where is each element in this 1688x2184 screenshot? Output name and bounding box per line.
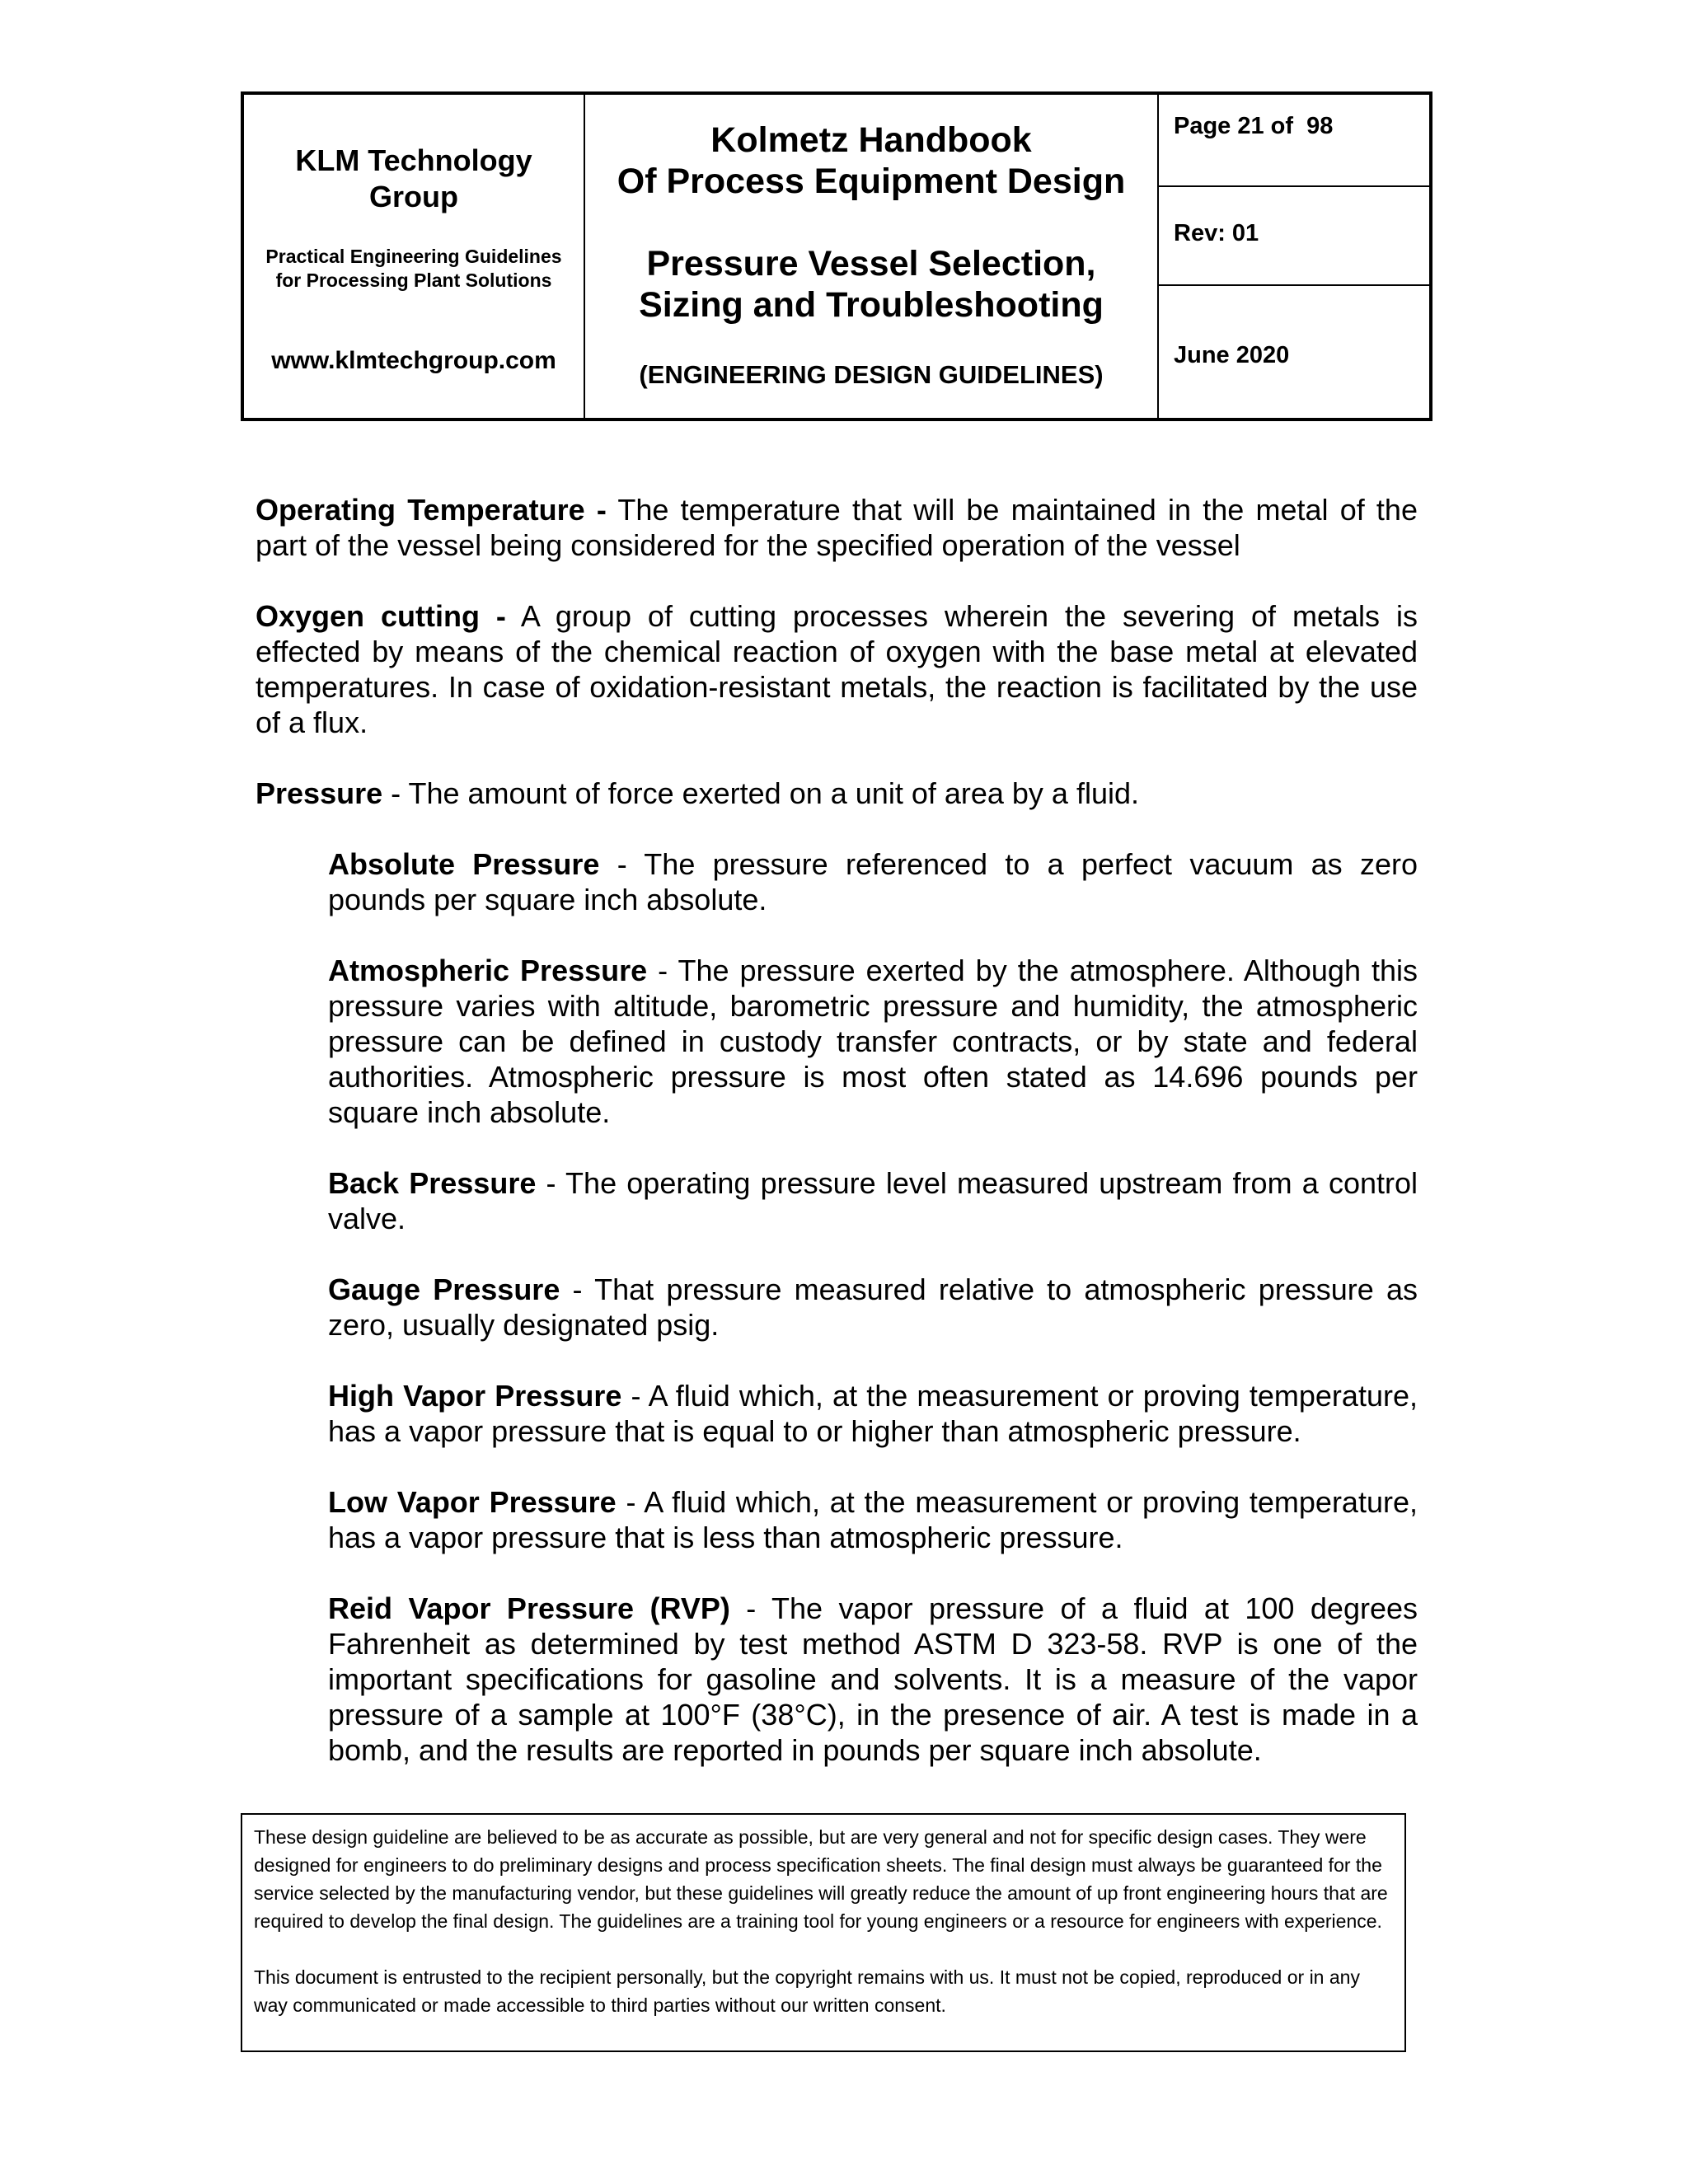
definition-term: Pressure	[256, 776, 383, 810]
guidelines-label: (ENGINEERING DESIGN GUIDELINES)	[639, 360, 1104, 389]
definition-term: Back Pressure	[328, 1166, 537, 1200]
definition-entry	[328, 846, 1418, 917]
definition-term: Gauge Pressure	[328, 1272, 560, 1306]
handbook-title-line1: Kolmetz Handbook	[710, 120, 1032, 160]
definition-text: - A fluid which, at the measurement or proving temperature, has a vapor pressure that is less than atmospheric pressure.	[328, 1485, 1418, 1554]
header-meta-cell	[1159, 95, 1429, 418]
handbook-title	[585, 120, 1157, 202]
definition-text: - The pressure referenced to a perfect vacuum as zero pounds per square inch absolute.	[328, 847, 1418, 916]
disclaimer-footer	[241, 1813, 1406, 2052]
document-title	[585, 243, 1157, 326]
document-header	[241, 91, 1432, 421]
definition-text: - A fluid which, at the measurement or proving temperature, has a vapor pressure that is equal to or higher than atmospheric pressure.	[328, 1379, 1418, 1448]
header-title-cell	[585, 95, 1159, 418]
definition-text: - The vapor pressure of a fluid at 100 degrees Fahrenheit as determined by test method ASTM D 323-58. RVP is one of the important specifications for gasoline and solvents. It is a measure of the vapor pressure of a sample at 100°F (38°C), in the presence of air. A test is made in a bomb, and the results are reported in pounds per square inch absolute.	[328, 1591, 1418, 1767]
definition-term: Reid Vapor Pressure (RVP)	[328, 1591, 730, 1625]
definition-term: Operating Temperature -	[256, 493, 607, 527]
definition-text: A group of cutting processes wherein the severing of metals is effected by means of the chemical reaction of oxygen with the base metal at elevated temperatures. In case of oxidation-resistant metals, the reaction is facilitated by the use of a flux.	[256, 599, 1418, 739]
page-number: Page 21 of 98	[1159, 95, 1429, 187]
definition-text: - The pressure exerted by the atmosphere. Although this pressure varies with altitude, barometric pressure and humidity, the atmospheric pressure can be defined in custody transfer contracts, or by state and federal authorities. Atmospheric pressure is most often stated as 14.696 pounds per square inch absolute.	[328, 954, 1418, 1129]
definition-entry	[256, 492, 1418, 563]
definition-entry	[328, 953, 1418, 1130]
definition-term: Oxygen cutting -	[256, 599, 506, 633]
definition-text: - The amount of force exerted on a unit of area by a fluid.	[382, 776, 1139, 810]
definition-entry	[328, 1272, 1418, 1343]
document-date: June 2020	[1174, 342, 1290, 368]
company-tagline: Practical Engineering Guidelines for Processing Plant Solutions	[265, 246, 562, 291]
definition-term: Atmospheric Pressure	[328, 954, 648, 987]
company-website: www.klmtechgroup.com	[271, 347, 556, 374]
definition-text: - The operating pressure level measured upstream from a control valve.	[328, 1166, 1418, 1235]
definition-entry	[328, 1378, 1418, 1449]
revision: Rev: 01	[1159, 187, 1429, 286]
company-name: KLM Technology Group	[295, 143, 532, 213]
definition-entry	[256, 776, 1418, 811]
definitions-body	[256, 492, 1418, 1768]
document-title-line1: Pressure Vessel Selection,	[646, 244, 1096, 284]
definition-entry	[328, 1165, 1418, 1236]
header-company-cell	[244, 95, 585, 418]
definition-text: The temperature that will be maintained in the metal of the part of the vessel being considered for the specified operation of the vessel	[256, 493, 1418, 562]
definition-text: - That pressure measured relative to atmospheric pressure as zero, usually designated psig.	[328, 1272, 1418, 1342]
copyright-text: This document is entrusted to the recipient personally, but the copyright remains with us. It must not be copied, reproduced or in any way communicated or made accessible to third parties without our written consent.	[254, 1966, 1360, 2016]
definition-entry	[328, 1591, 1418, 1768]
definition-entry	[328, 1484, 1418, 1555]
definition-term: High Vapor Pressure	[328, 1379, 622, 1413]
document-title-line2: Sizing and Troubleshooting	[639, 285, 1104, 325]
definition-entry	[256, 598, 1418, 740]
definition-term: Low Vapor Pressure	[328, 1485, 617, 1519]
handbook-title-line2: Of Process Equipment Design	[617, 162, 1126, 201]
footer-spacer	[254, 1935, 1393, 1963]
definition-term: Absolute Pressure	[328, 847, 600, 881]
disclaimer-text: These design guideline are believed to be as accurate as possible, but are very general and not for specific design cases. They were designed for engineers to do preliminary designs and process specification sheets. The final design must always be guaranteed for the service selected by the manufacturing vendor, but these guidelines will greatly reduce the amount of up front engineering hours that are required to develop the final design. The guidelines are a training tool for young engineers or a resource for engineers with experience.	[254, 1826, 1388, 1932]
